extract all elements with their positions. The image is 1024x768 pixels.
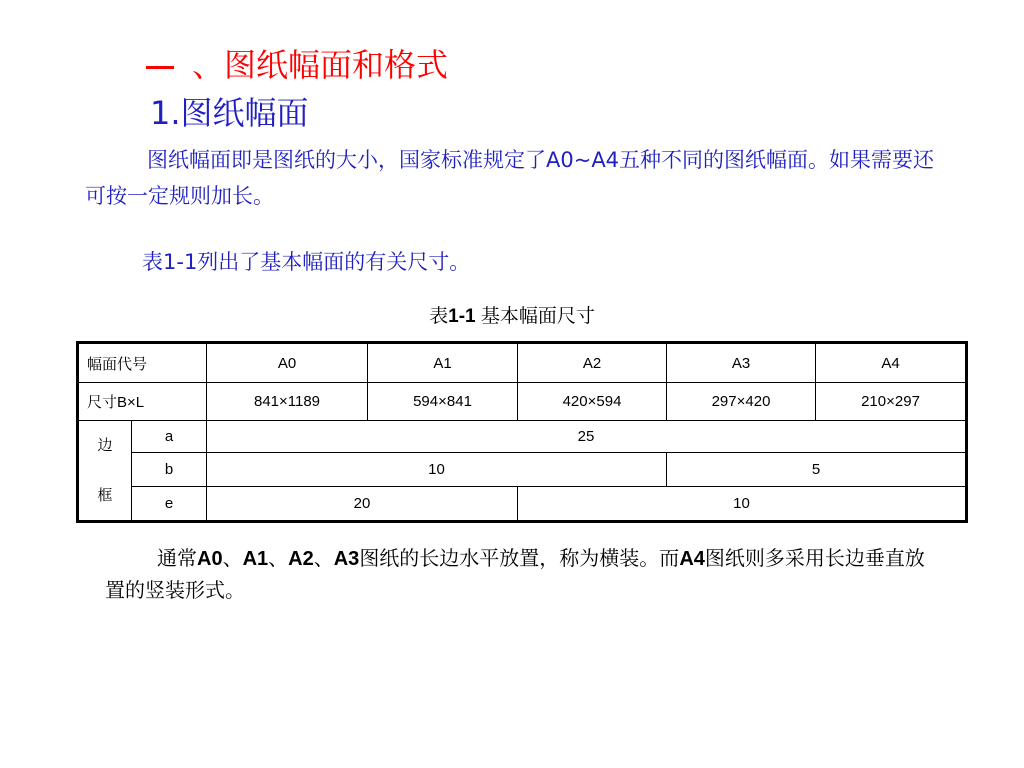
size-cell-a0: A0 — [207, 343, 368, 383]
closing-size-a3: A3 — [333, 548, 360, 570]
closing-size-a4: A4 — [679, 548, 705, 570]
row-a-value: 25 — [207, 421, 967, 453]
intro-paragraph: 图纸幅面即是图纸的大小，国家标准规定了A0~A4五种不同的图纸幅面。如果需要还可按一定规则加长。 — [85, 148, 935, 208]
dims-label-cell: 尺寸B×L — [78, 383, 207, 421]
table-row-header — [78, 343, 967, 383]
row-e-value-1: 20 — [207, 487, 518, 522]
size-cell-a3: A3 — [667, 343, 816, 383]
dims-cell-a4: 210×297 — [816, 383, 967, 421]
table-caption-number: 1-1 — [448, 306, 476, 327]
title-dash — [146, 66, 174, 69]
closing-size-a0: A0 — [197, 548, 223, 570]
closing-paragraph — [105, 543, 925, 606]
row-b-value-1: 10 — [207, 453, 667, 487]
table-row-dimensions — [78, 383, 967, 421]
row-b-label: b — [132, 453, 207, 487]
dims-cell-a2: 420×594 — [518, 383, 667, 421]
size-cell-a1: A1 — [368, 343, 518, 383]
paper-size-table — [76, 341, 968, 523]
header-label-cell: 幅面代号 — [78, 343, 207, 383]
closing-size-a2: A2 — [288, 548, 314, 570]
section-title — [146, 44, 448, 86]
closing-text-4: 、 — [313, 546, 334, 570]
table-caption-prefix: 表 — [429, 306, 449, 327]
size-cell-a2: A2 — [518, 343, 667, 383]
dims-cell-a3: 297×420 — [667, 383, 816, 421]
closing-text-1: 通常 — [157, 546, 197, 570]
closing-text-6: 图纸则多采用长边垂直放置的竖装形式。 — [105, 546, 925, 602]
frame-label-gap — [79, 460, 131, 482]
dims-cell-a1: 594×841 — [368, 383, 518, 421]
size-cell-a4: A4 — [816, 343, 967, 383]
table-row-a — [78, 421, 967, 453]
frame-label-cell — [78, 421, 132, 522]
dims-cell-a0: 841×1189 — [207, 383, 368, 421]
closing-size-a1: A1 — [242, 548, 269, 570]
closing-text-2: 、 — [222, 546, 243, 570]
table-row-e — [78, 487, 967, 522]
row-a-label: a — [132, 421, 207, 453]
row-e-value-2: 10 — [518, 487, 967, 522]
table-caption — [0, 302, 1024, 332]
subsection-title: 1.图纸幅面 — [150, 94, 309, 132]
row-e-label: e — [132, 487, 207, 522]
section-title-text: 、图纸幅面和格式 — [192, 46, 449, 84]
table-caption-rest: 基本幅面尺寸 — [475, 306, 595, 327]
frame-label-top: 边 — [97, 436, 113, 454]
closing-text-3: 、 — [268, 546, 289, 570]
closing-text-5: 图纸的长边水平放置，称为横装。而 — [359, 546, 680, 570]
table-reference-paragraph: 表1-1列出了基本幅面的有关尺寸。 — [142, 250, 471, 274]
table-row-b — [78, 453, 967, 487]
frame-label-bottom: 框 — [97, 486, 113, 504]
row-b-value-2: 5 — [667, 453, 967, 487]
